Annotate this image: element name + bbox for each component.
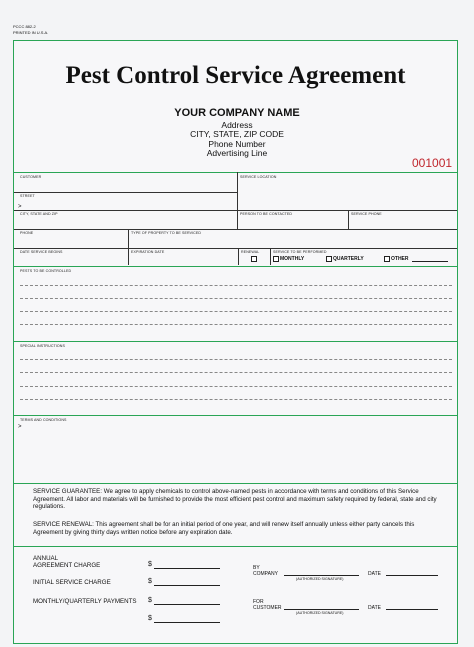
guarantee-text: We agree to apply chemicals to control above-named pests in accordance with terms and conditions of this Service Agreement. All labor and materials will be furnished to provide the most efficient pest control and maximum safety required by federal, state and city regulations.	[33, 488, 437, 511]
guarantee-heading: SERVICE GUARANTEE:	[33, 488, 102, 495]
terms-arrow: >	[18, 424, 22, 430]
street-label: STREET	[20, 194, 35, 198]
city-state-zip-label: CITY, STATE AND ZIP	[20, 212, 58, 216]
customer-date-field[interactable]	[386, 609, 438, 610]
customer-auth-label: (AUTHORIZED SIGNATURE)	[296, 611, 344, 615]
city-state-zip-field[interactable]	[20, 217, 235, 228]
customer-sig-label: CUSTOMER	[253, 605, 282, 611]
company-signature-field[interactable]	[284, 575, 359, 576]
extra-charge-field[interactable]	[154, 622, 220, 623]
pests-label: PESTS TO BE CONTROLLED	[20, 269, 72, 273]
initial-currency: $	[148, 578, 152, 585]
initial-charge-field[interactable]	[154, 585, 220, 586]
annual-charge-field[interactable]	[154, 568, 220, 569]
street-field[interactable]	[20, 199, 235, 209]
person-contacted-label: PERSON TO BE CONTACTED	[240, 212, 293, 216]
other-checkbox[interactable]	[384, 256, 390, 262]
service-performed-label: SERVICE TO BE PERFORMED	[273, 250, 327, 254]
monthly-label: MONTHLY	[280, 255, 305, 262]
monthly-currency: $	[148, 597, 152, 604]
renewal-checkbox[interactable]	[251, 256, 257, 262]
quarterly-label: QUARTERLY	[333, 255, 364, 262]
customer-date-label: DATE	[368, 605, 381, 611]
service-guarantee	[33, 488, 438, 511]
company-sig-label: COMPANY	[253, 571, 278, 577]
renewal-label: RENEWAL	[241, 250, 260, 254]
date-service-begins-label: DATE SERVICE BEGINS	[20, 250, 63, 254]
monthly-payments-label: MONTHLY/QUARTERLY PAYMENTS	[33, 598, 137, 605]
company-date-label: DATE	[368, 571, 381, 577]
street-arrow: >	[18, 204, 22, 210]
customer-signature-field[interactable]	[284, 609, 359, 610]
agreement-charge-label: AGREEMENT CHARGE	[33, 562, 101, 569]
service-location-field[interactable]	[240, 180, 455, 210]
terms-label: TERMS AND CONDITIONS	[20, 418, 67, 422]
person-contacted-field[interactable]	[240, 217, 345, 228]
other-label: OTHER	[391, 255, 409, 262]
customer-field[interactable]	[20, 180, 235, 192]
service-phone-field[interactable]	[351, 217, 455, 228]
renewal-heading: SERVICE RENEWAL:	[33, 521, 94, 528]
expiration-date-field[interactable]	[131, 255, 235, 264]
serial-number: 001001	[412, 156, 453, 170]
company-advertising: Advertising Line	[206, 148, 268, 158]
service-renewal	[33, 521, 438, 536]
for-label: FOR	[253, 599, 264, 605]
by-label: BY	[253, 565, 260, 571]
company-address: Address	[221, 120, 253, 130]
company-auth-label: (AUTHORIZED SIGNATURE)	[296, 577, 344, 581]
customer-label: CUSTOMER	[20, 175, 42, 179]
quarterly-checkbox[interactable]	[326, 256, 332, 262]
phone-label: PHONE	[20, 231, 34, 235]
terms-field[interactable]	[20, 424, 450, 482]
initial-charge-label: INITIAL SERVICE CHARGE	[33, 579, 111, 586]
extra-currency: $	[148, 615, 152, 622]
company-name: YOUR COMPANY NAME	[174, 107, 300, 119]
page-title: Pest Control Service Agreement	[65, 62, 406, 89]
printed-in: PRINTED IN U.S.A.	[13, 30, 49, 35]
company-city: CITY, STATE, ZIP CODE	[190, 129, 284, 139]
property-type-label: TYPE OF PROPERTY TO BE SERVICED	[131, 231, 202, 235]
renewal-text: This agreement shall be for an initial period of one year, and will renew itself annually unless either party cancels this Agreement by giving thirty days written notice before any expiration date.	[33, 521, 415, 536]
phone-field[interactable]	[20, 236, 125, 247]
annual-currency: $	[148, 561, 152, 568]
service-phone-label: SERVICE PHONE	[351, 212, 382, 216]
special-instructions-label: SPECIAL INSTRUCTIONS	[20, 344, 65, 348]
company-date-field[interactable]	[386, 575, 438, 576]
service-location-label: SERVICE LOCATION	[240, 175, 277, 179]
company-phone: Phone Number	[208, 139, 266, 149]
monthly-checkbox[interactable]	[273, 256, 279, 262]
property-type-field[interactable]	[131, 236, 451, 247]
date-service-begins-field[interactable]	[20, 255, 125, 264]
form-code: PCCC 882-2	[13, 24, 36, 29]
expiration-date-label: EXPIRATION DATE	[131, 250, 165, 254]
other-line[interactable]	[412, 261, 448, 262]
monthly-payments-field[interactable]	[154, 604, 220, 605]
annual-label: ANNUAL	[33, 555, 59, 562]
